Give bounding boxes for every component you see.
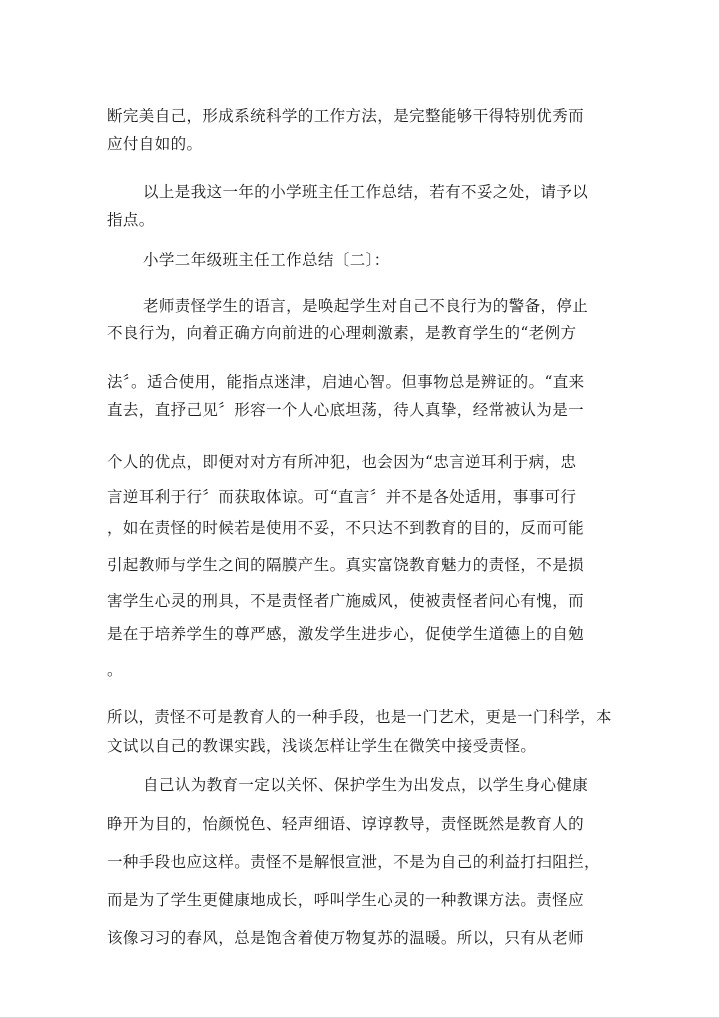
text-line: 指点。 [107,211,155,229]
section-heading: 小学二年级班主任工作总结〔二〕： [143,251,390,269]
text-line: 。 [107,661,123,679]
text-line: 一种手段也应这样。责怪不是解恨宣泄，不是为自己的利益打扫阻拦， [107,853,600,871]
text-line: 所以，责怪不可是教育人的一种手段，也是一门艺术，更是一门科学，本 [107,708,612,726]
text-line: 法〞。适合使用，能指点迷津，启迪心智。但事物总是辨证的。“直来 [107,373,585,391]
text-line: 以上是我这一年的小学班主任工作总结，若有不妥之处，请予以 [143,183,589,201]
text-line: 该像习习的春风，总是饱含着使万物复苏的温暖。所以，只有从老师 [107,929,585,947]
text-line: 而是为了学生更健康地成长，呼叫学生心灵的一种教课方法。责怪应 [107,891,585,909]
text-line: 个人的优点，即便对对方有所冲犯，也会因为“忠言逆耳利于病，忠 [107,453,577,471]
text-line: 老师责怪学生的语言，是唤起学生对自己不良行为的警备，停止 [143,297,589,315]
text-line: 睁开为目的，怡颜悦色、轻声细语、谆谆教导，责怪既然是教育人的 [107,815,585,833]
text-line: 文试以自己的教课实践，浅谈怎样让学生在微笑中接受责怪。 [107,737,537,755]
text-line: 不良行为，向着正确方向前进的心理刺激素，是教育学生的“老例方 [107,324,577,342]
text-line: 害学生心灵的刑具，不是责怪者广施威风，使被责怪者问心有愧，而 [107,592,585,610]
text-line: 言逆耳利于行〞而获取体谅。可“直言〞并不是各处适用，事事可行 [107,488,577,506]
text-line: 是在于培养学生的尊严感，激发学生进步心，促使学生道德上的自勉 [107,625,585,643]
text-line: 应付自如的。 [107,135,203,153]
text-line: 自己认为教育一定以关怀、保护学生为出发点，以学生身心健康 [143,776,589,794]
text-line: ，如在责怪的时候若是使用不妥，不只达不到教育的目的，反而可能 [107,519,585,537]
text-line: 断完美自己，形成系统科学的工作方法，是完整能够干得特别优秀而 [107,107,585,125]
text-line: 直去，直抒己见〞形容一个人心底坦荡，待人真挚，经常被认为是一 [107,401,585,419]
text-line: 引起教师与学生之间的隔膜产生。真实富饶教育魅力的责怪，不是损 [107,556,585,574]
